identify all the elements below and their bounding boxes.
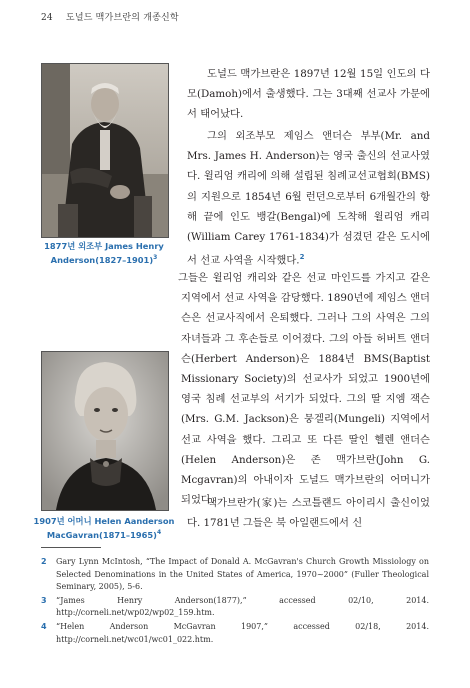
- paragraph-birth: 도널드 맥가브란은 1897년 12월 15일 인도의 다모(Damoh)에서 출생했다. 그는 3대째 선교사 가문에서 태어났다.: [187, 68, 430, 121]
- caption-2-footnote-ref: 4: [156, 529, 162, 536]
- caption-2-line1: 1907년 어머니 Helen Aanderson: [33, 516, 175, 526]
- running-title: 도널드 맥가브란의 개종신학: [65, 13, 179, 23]
- page-number: 24: [41, 13, 53, 23]
- footnote-2: 2 Gary Lynn McIntosh, “The Impact of Donald A. McGavran's Church Growth Missiology on Selected Denominations in the United States of America, 1970~2000” (Fuller Theological Seminary, 2005), 5-6.: [41, 557, 429, 592]
- paragraph-mcgavran-family: 맥가브란가(家)는 스코틀랜드 아이리시 출신이었다. 1781년 그들은 북 아일랜드에서 신: [187, 497, 430, 530]
- footnotes: [41, 556, 429, 647]
- paragraph-mission-legacy: 그들은 윌리엄 캐리와 같은 선교 마인드를 가지고 같은 지역에서 선교 사역을 감당했다. 1890년에 제임스 앤더슨은 선교사직에서 은퇴했다. 그러나 그의 사역은 그의 자녀들과 그 후손들로 이어졌다. 그의 아들 허버트 앤더슨(Herbert Anderson)은 1884년 BMS(Baptist Missionary Society)의 선교사가 되었고 1900년에 영국 침례 선교부의 서기가 되었다. 그의 딸 지엠 잭슨(Mrs. G.M. Jackson)은 뭉겔리(Mungeli) 지역에서 선교 사역을 했다. 그리고 또 다른 딸인 헬렌 앤더슨(Helen Anderson)은 존 맥가브란(John G. Mcgavran)의 아내이자 도널드 맥가브란의 어머니가 되었다.: [41, 268, 430, 490]
- portrait-image: [42, 64, 168, 237]
- photo-caption-1: [30, 240, 178, 266]
- caption-1-footnote-ref: 3: [153, 254, 158, 261]
- photo-james-henry-anderson: [41, 63, 169, 238]
- text-wrap-spacer: [41, 268, 178, 290]
- paragraph-grandparents: 그의 외조부모 제임스 앤더슨 부부(Mr. and Mrs. James H. Anderson)는 영국 출신의 선교사였다. 윌리엄 캐리에 의해 설립된 침례교선교협회(BMS)의 지원으로 1854년 6월 런던으로부터 6개월간의 항해 끝에 인도 뱅갈(Bengal)에 도착해 윌리엄 캐리(William Carey 1761-1834)가 섬겼던 같은 도시에서 선교 사역을 시작했다.$^2$: [187, 130, 430, 267]
- caption-1-line2: Anderson(1827–1901): [50, 254, 154, 265]
- caption-2-line2: MacGavran(1871–1965): [46, 529, 157, 540]
- caption-1-line1: 1877년 외조부 James Henry: [44, 241, 164, 251]
- footnote-3: 3 “James Henry Anderson(1877),” accessed 02/10, 2014. http://corneli.net/wp02/wp02_159.htm.: [41, 595, 429, 618]
- text-wrap-spacer: [41, 330, 181, 530]
- running-header: [41, 10, 179, 23]
- footnote-divider: [41, 547, 101, 548]
- body-footnote-ref-2: 2: [299, 253, 305, 262]
- footnote-4: 4 “Helen Anderson McGavran 1907,” accessed 02/18, 2014. http://corneli.net/wc01/wc01_022.htm.: [41, 621, 429, 644]
